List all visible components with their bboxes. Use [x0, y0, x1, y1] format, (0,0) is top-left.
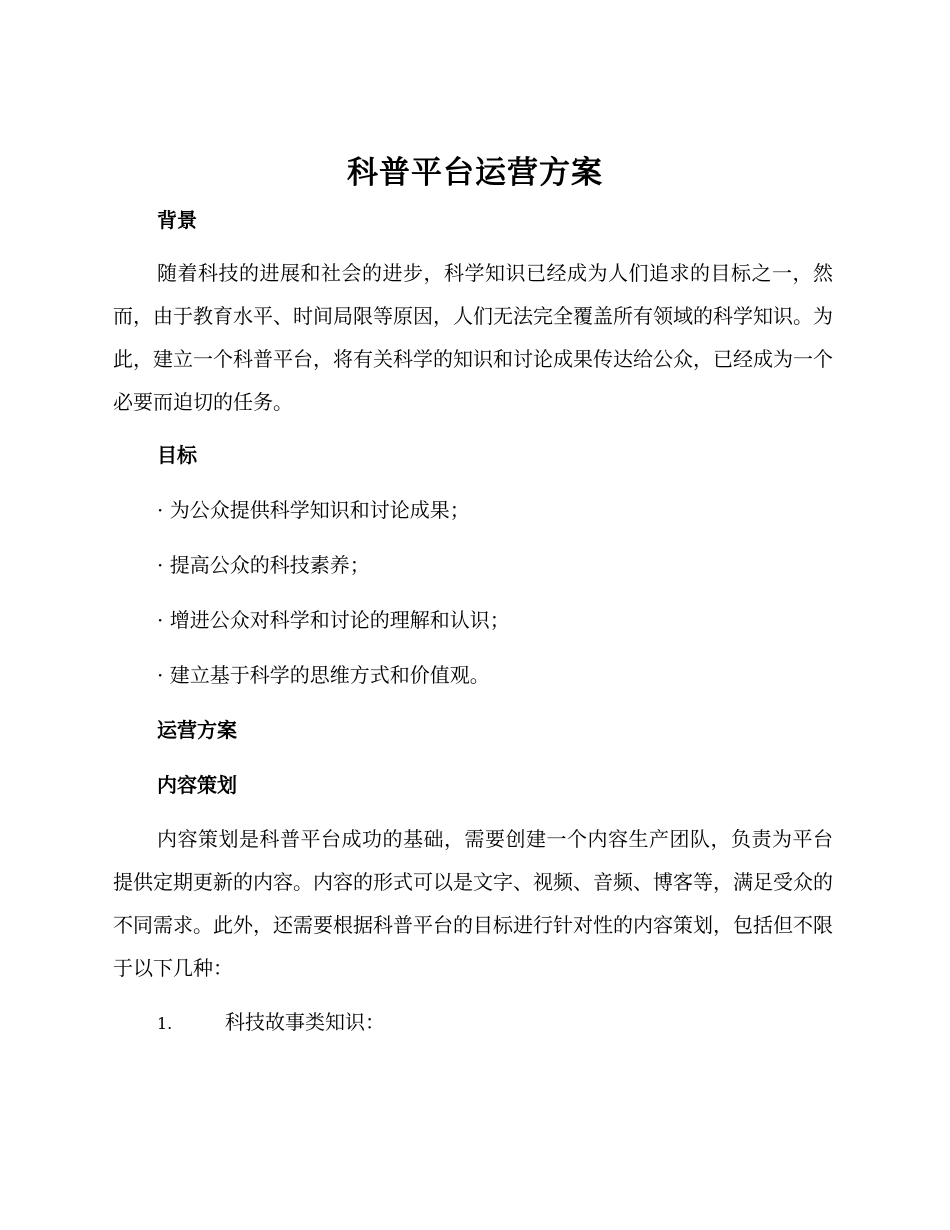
content-planning-paragraph: 内容策划是科普平台成功的基础，需要创建一个内容生产团队，负责为平台提供定期更新的内容。内容的形式可以是文字、视频、音频、博客等，满足受众的不同需求。此外，还需要根据科普平台的目标进行针对性的内容策划，包括但不限于以下几种：	[113, 827, 833, 980]
goal-bullet-item: · 提高公众的科技素养；	[157, 553, 370, 577]
document-title: 科普平台运营方案	[347, 155, 603, 191]
goal-bullet-item: · 建立基于科学的思维方式和价值观。	[157, 663, 490, 687]
numbered-list-item	[157, 1007, 385, 1039]
section-heading-content-planning: 内容策划	[157, 773, 237, 797]
section-heading-goals: 目标	[157, 443, 197, 467]
goal-bullet-item: · 为公众提供科学知识和讨论成果；	[157, 498, 470, 522]
section-heading-background: 背景	[157, 208, 197, 232]
background-paragraph: 随着科技的进展和社会的进步，科学知识已经成为人们追求的目标之一，然而，由于教育水平、时间局限等原因，人们无法完全覆盖所有领域的科学知识。为此，建立一个科普平台，将有关科学的知识和讨论成果传达给公众，已经成为一个必要而迫切的任务。	[113, 261, 833, 414]
list-item-number: 1.	[157, 1014, 173, 1033]
section-heading-operation: 运营方案	[157, 718, 237, 742]
list-item-text: 科技故事类知识：	[225, 1010, 385, 1034]
goal-bullet-item: · 增进公众对科学和讨论的理解和认识；	[157, 608, 510, 632]
